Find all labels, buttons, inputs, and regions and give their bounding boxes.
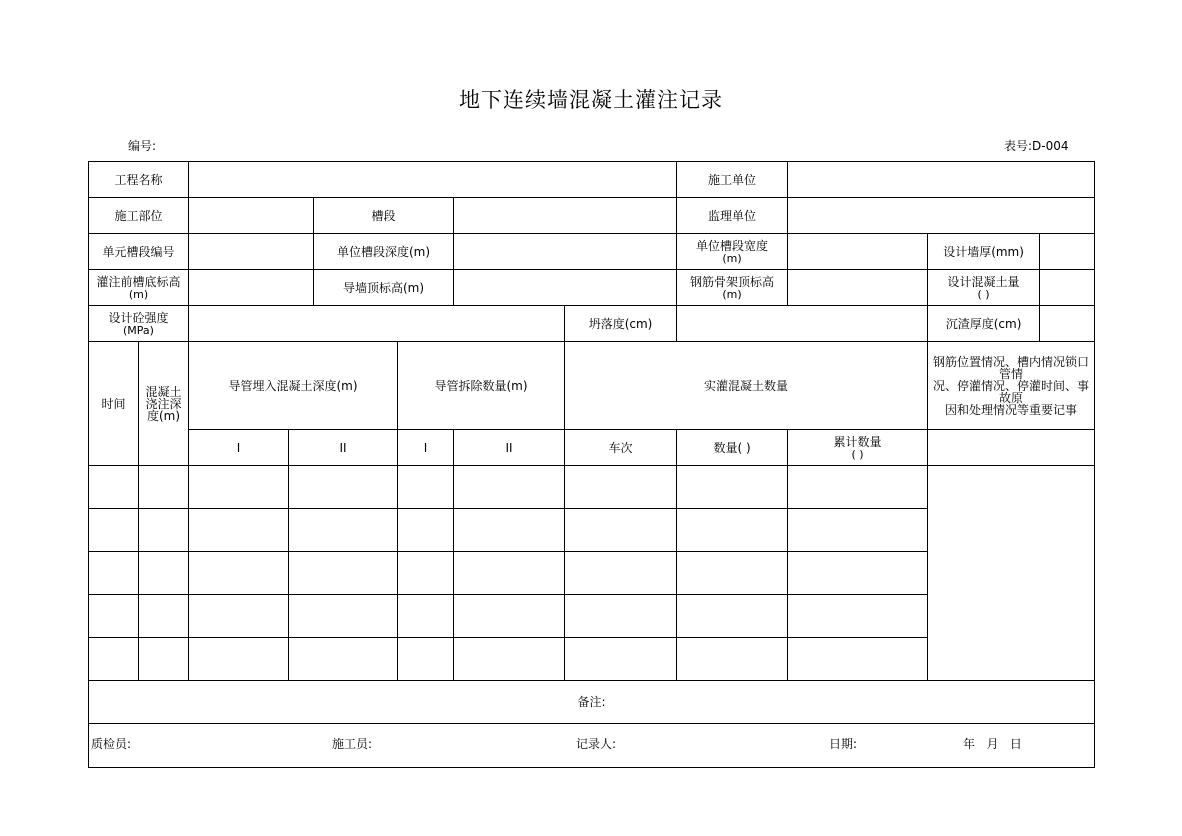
- removal-ii-cell[interactable]: [454, 509, 565, 552]
- time-cell[interactable]: [89, 466, 139, 509]
- time-cell[interactable]: [89, 552, 139, 595]
- actual-qty-header: 实灌混凝土数量: [565, 342, 928, 430]
- cage-top-elev-line2: (m): [722, 287, 742, 301]
- removal-qty-sub-i: I: [398, 430, 454, 466]
- unit-trench-no-label: 单元槽段编号: [89, 234, 189, 270]
- guide-wall-top-elev-label: 导墙顶标高(m): [314, 270, 454, 306]
- construction-unit-field[interactable]: [788, 162, 1095, 198]
- time-header: 时间: [89, 342, 139, 466]
- cage-top-elev-label: [677, 270, 788, 306]
- unit-trench-width-label: [677, 234, 788, 270]
- remarks-header-line3: 因和处理情况等重要记事: [945, 402, 1078, 417]
- pour-depth-cell[interactable]: [139, 638, 189, 681]
- embed-ii-cell[interactable]: [289, 466, 398, 509]
- unit-trench-width-field[interactable]: [788, 234, 928, 270]
- project-name-field[interactable]: [189, 162, 677, 198]
- supervision-unit-label: 监理单位: [677, 198, 788, 234]
- removal-ii-cell[interactable]: [454, 638, 565, 681]
- guide-wall-top-elev-field[interactable]: [454, 270, 677, 306]
- truck-no-cell[interactable]: [565, 509, 677, 552]
- time-cell[interactable]: [89, 638, 139, 681]
- cumulative-cell[interactable]: [788, 509, 928, 552]
- removal-ii-cell[interactable]: [454, 595, 565, 638]
- removal-i-cell[interactable]: [398, 466, 454, 509]
- design-concrete-qty-line1: 设计混凝土量: [947, 274, 1020, 289]
- remarks-sub-blank: [928, 430, 1095, 466]
- design-concrete-qty-label: [928, 270, 1040, 306]
- time-cell[interactable]: [89, 509, 139, 552]
- quantity-header: 数量( ): [677, 430, 788, 466]
- construction-part-field[interactable]: [189, 198, 314, 234]
- recorder-label: 记录人:: [576, 737, 617, 751]
- embed-depth-header: 导管埋入混凝土深度(m): [189, 342, 398, 430]
- design-strength-line2: (MPa): [123, 323, 154, 337]
- quantity-cell[interactable]: [677, 509, 788, 552]
- quantity-cell[interactable]: [677, 466, 788, 509]
- truck-no-cell[interactable]: [565, 595, 677, 638]
- cumulative-cell[interactable]: [788, 552, 928, 595]
- date-ymd: 年 月 日: [963, 737, 1022, 751]
- cage-top-elev-line1: 钢筋骨架顶标高: [690, 274, 775, 289]
- cage-top-elev-field[interactable]: [788, 270, 928, 306]
- remarks-header: [928, 342, 1095, 430]
- removal-i-cell[interactable]: [398, 552, 454, 595]
- embed-i-cell[interactable]: [189, 466, 289, 509]
- pour-depth-line2: 浇注深: [145, 396, 182, 411]
- truck-no-header: 车次: [565, 430, 677, 466]
- embed-ii-cell[interactable]: [289, 552, 398, 595]
- cumulative-cell[interactable]: [788, 595, 928, 638]
- design-wall-thickness-field[interactable]: [1040, 234, 1095, 270]
- trench-section-label: 槽段: [314, 198, 454, 234]
- quantity-cell[interactable]: [677, 552, 788, 595]
- construction-unit-label: 施工单位: [677, 162, 788, 198]
- design-wall-thickness-label: 设计墙厚(mm): [928, 234, 1040, 270]
- date-label: 日期:: [829, 737, 858, 751]
- form-number: 表号:D-004: [1004, 139, 1069, 153]
- cumulative-cell[interactable]: [788, 638, 928, 681]
- sediment-thickness-field[interactable]: [1040, 306, 1095, 342]
- pour-depth-cell[interactable]: [139, 509, 189, 552]
- truck-no-cell[interactable]: [565, 466, 677, 509]
- sediment-thickness-label: 沉渣厚度(cm): [928, 306, 1040, 342]
- note-label: 备注:: [577, 695, 606, 709]
- unit-trench-depth-field[interactable]: [454, 234, 677, 270]
- design-strength-label: [89, 306, 189, 342]
- number-label: 编号:: [128, 139, 157, 153]
- pre-bottom-elev-label: [89, 270, 189, 306]
- removal-ii-cell[interactable]: [454, 466, 565, 509]
- removal-qty-sub-ii: II: [454, 430, 565, 466]
- pre-bottom-elev-line2: (m): [128, 287, 149, 301]
- pre-bottom-elev-line1: 灌注前槽底标高: [96, 274, 181, 289]
- removal-i-cell[interactable]: [398, 638, 454, 681]
- embed-ii-cell[interactable]: [289, 595, 398, 638]
- embed-depth-sub-ii: II: [289, 430, 398, 466]
- note-cell[interactable]: [89, 681, 1095, 724]
- quantity-cell[interactable]: [677, 595, 788, 638]
- builder-label: 施工员:: [332, 737, 373, 751]
- pour-depth-header: [139, 342, 189, 466]
- design-concrete-qty-line2: ( ): [977, 287, 990, 301]
- table-row: [89, 466, 1095, 509]
- remarks-header-line1: 钢筋位置情况、槽内情况锁口管情: [933, 354, 1090, 381]
- design-strength-field[interactable]: [189, 306, 565, 342]
- slump-field[interactable]: [677, 306, 928, 342]
- embed-i-cell[interactable]: [189, 595, 289, 638]
- page-title: 地下连续墙混凝土灌注记录: [459, 88, 723, 112]
- inspector-label: 质检员:: [91, 737, 132, 751]
- cumulative-header: [788, 430, 928, 466]
- pour-depth-line3: 度(m): [146, 408, 181, 423]
- time-cell[interactable]: [89, 595, 139, 638]
- cumulative-line1: 累计数量: [833, 434, 882, 449]
- pour-depth-line1: 混凝土: [145, 384, 182, 399]
- embed-ii-cell[interactable]: [289, 509, 398, 552]
- removal-i-cell[interactable]: [398, 595, 454, 638]
- removal-i-cell[interactable]: [398, 509, 454, 552]
- trench-section-field[interactable]: [454, 198, 677, 234]
- embed-i-cell[interactable]: [189, 509, 289, 552]
- truck-no-cell[interactable]: [565, 552, 677, 595]
- design-concrete-qty-field[interactable]: [1040, 270, 1095, 306]
- remarks-content[interactable]: [928, 466, 1095, 681]
- removal-qty-header: 导管拆除数量(m): [398, 342, 565, 430]
- supervision-unit-field[interactable]: [788, 198, 1095, 234]
- record-table: [88, 161, 1095, 768]
- pour-depth-cell[interactable]: [139, 552, 189, 595]
- truck-no-cell[interactable]: [565, 638, 677, 681]
- removal-ii-cell[interactable]: [454, 552, 565, 595]
- quantity-cell[interactable]: [677, 638, 788, 681]
- unit-trench-width-line2: (m): [722, 251, 742, 265]
- signature-row: [89, 724, 1095, 768]
- remarks-header-line2: 况、停灌情况、停灌时间、事故原: [933, 378, 1090, 405]
- design-strength-line1: 设计砼强度: [108, 310, 169, 325]
- pour-depth-cell[interactable]: [139, 595, 189, 638]
- embed-i-cell[interactable]: [189, 638, 289, 681]
- pre-bottom-elev-field[interactable]: [189, 270, 314, 306]
- unit-trench-depth-label: 单位槽段深度(m): [314, 234, 454, 270]
- embed-ii-cell[interactable]: [289, 638, 398, 681]
- embed-depth-sub-i: I: [189, 430, 289, 466]
- construction-part-label: 施工部位: [89, 198, 189, 234]
- slump-label: 坍落度(cm): [565, 306, 677, 342]
- pour-depth-cell[interactable]: [139, 466, 189, 509]
- cumulative-line2: ( ): [851, 447, 864, 461]
- unit-trench-no-field[interactable]: [189, 234, 314, 270]
- cumulative-cell[interactable]: [788, 466, 928, 509]
- embed-i-cell[interactable]: [189, 552, 289, 595]
- unit-trench-width-line1: 单位槽段宽度: [696, 238, 769, 253]
- project-name-label: 工程名称: [89, 162, 189, 198]
